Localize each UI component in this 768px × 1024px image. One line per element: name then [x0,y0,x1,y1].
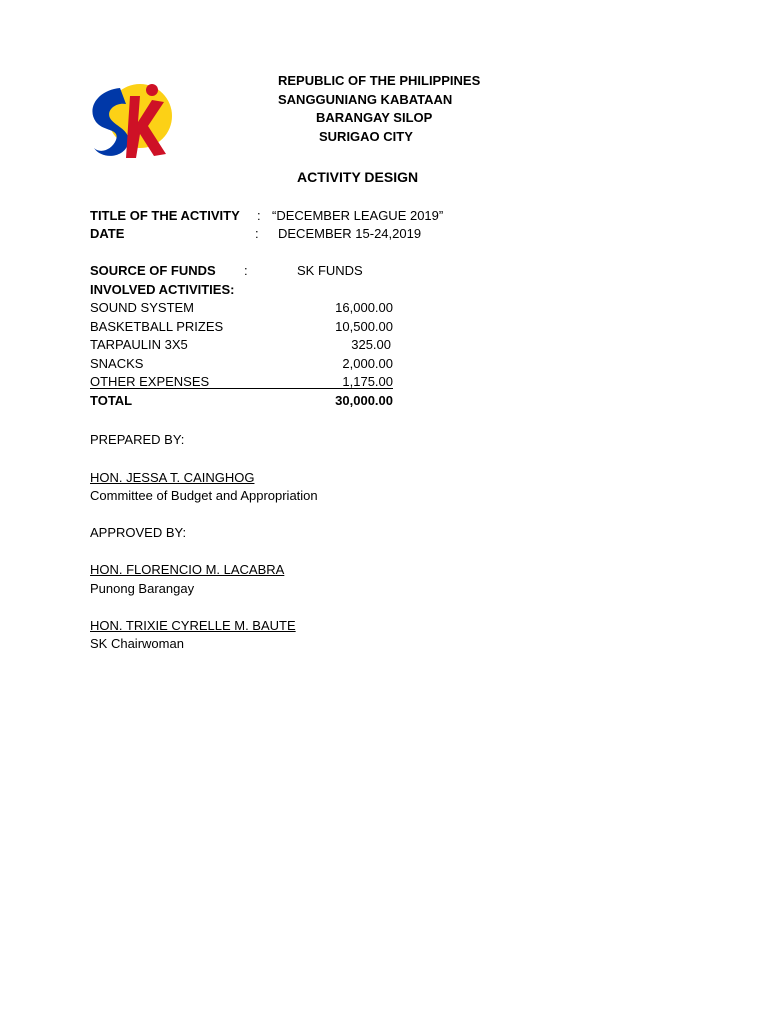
funds-value: SK FUNDS [297,263,363,278]
item-amount: 1,175.00 [342,374,393,389]
date-value: DECEMBER 15-24,2019 [278,226,422,241]
item-amount: 325.00 [351,337,391,352]
prepared-by-name: HON. JESSA T. CAINGHOG [90,470,255,485]
date-label: DATE [90,226,125,241]
funds-sep: : [244,263,248,278]
item-amount: 2,000.00 [342,356,393,371]
item-amount: 10,500.00 [335,319,393,334]
item-name: BASKETBALL PRIZES [90,319,224,334]
item-name: TARPAULIN 3X5 [90,337,188,352]
item-amount: 16,000.00 [335,300,393,315]
item-name: SOUND SYSTEM [90,300,195,315]
approved-by-label: APPROVED BY: [90,525,187,540]
activity-title-sep: : [257,208,261,223]
date-sep: : [255,226,259,241]
item-name: SNACKS [90,356,144,371]
prepared-by-label: PREPARED BY: [90,432,185,447]
prepared-by-position: Committee of Budget and Appropriation [90,488,318,503]
subtotal-rule [90,388,393,389]
document-title: ACTIVITY DESIGN [297,169,419,185]
signatory-position: Punong Barangay [90,581,195,596]
header-sk: SANGGUNIANG KABATAAN [278,92,453,107]
activity-title-label: TITLE OF THE ACTIVITY [90,208,240,223]
signatory-position: SK Chairwoman [90,636,184,651]
signatory-name: HON. FLORENCIO M. LACABRA [90,562,285,577]
activity-title-value: “DECEMBER LEAGUE 2019” [272,208,444,223]
header-city: SURIGAO CITY [319,129,413,144]
sk-logo-icon [80,78,174,164]
funds-label: SOURCE OF FUNDS [90,263,216,278]
signatory-name: HON. TRIXIE CYRELLE M. BAUTE [90,618,296,633]
involved-label: INVOLVED ACTIVITIES: [90,282,235,297]
header-barangay: BARANGAY SILOP [316,110,433,125]
header-republic: REPUBLIC OF THE PHILIPPINES [278,73,481,88]
total-label: TOTAL [90,393,133,408]
total-amount: 30,000.00 [335,393,393,408]
item-name: OTHER EXPENSES [90,374,210,389]
